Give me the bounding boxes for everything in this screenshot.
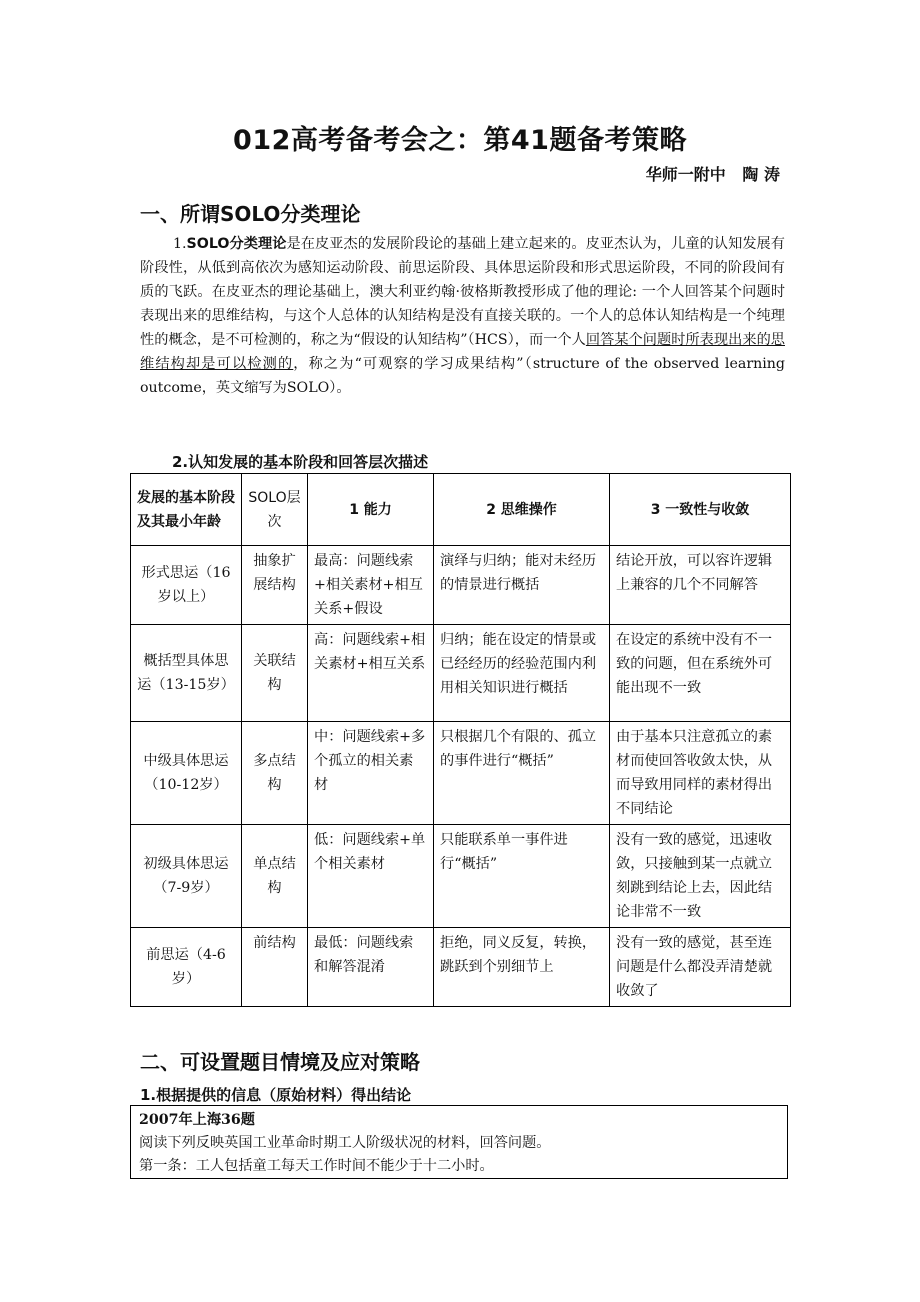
cell-stage: 中级具体思运（10-12岁） bbox=[131, 722, 242, 825]
cell-level: 前结构 bbox=[242, 928, 308, 1007]
solo-levels-table bbox=[130, 473, 791, 1007]
paragraph-text-a: 是在皮亚杰的发展阶段论的基础上建立起来的。皮亚杰认为，儿童的认知发展有阶段性，从低到高依次为感知运动阶段、前思运阶段、具体思运阶段和形式思运阶段，不同的阶段间有质的飞跃。在皮亚杰的理论基础上，澳大利亚约翰·彼格斯教授形成了他的理论 bbox=[140, 236, 785, 300]
underlined-text: 回答某个问题时所表现出来的思维结构却是可以检测的 bbox=[140, 332, 785, 372]
cell-stage: 形式思运（16岁以上） bbox=[131, 546, 242, 625]
cell-consistency: 在设定的系统中没有不一致的问题，但在系统外可能出现不一致 bbox=[610, 625, 791, 722]
cell-level: 多点结构 bbox=[242, 722, 308, 825]
cell-ability: 中：问题线索+多个孤立的相关素材 bbox=[308, 722, 434, 825]
cell-stage: 概括型具体思运（13-15岁） bbox=[131, 625, 242, 722]
section-2-heading: 二、可设置题目情境及应对策略 bbox=[140, 1050, 420, 1074]
cell-consistency: 由于基本只注意孤立的素材而使回答收敛太快，从而导致用同样的素材得出不同结论 bbox=[610, 722, 791, 825]
paragraph-text-c: ，称之为“可观察的学习成果结构”（structure of the observed learning outcome，英文缩写为SOLO）。 bbox=[140, 356, 785, 396]
paragraph-number: 1. bbox=[173, 236, 187, 252]
table-caption: 2.认知发展的基本阶段和回答层次描述 bbox=[172, 453, 429, 471]
cell-stage: 前思运（4-6岁） bbox=[131, 928, 242, 1007]
cell-level: 关联结构 bbox=[242, 625, 308, 722]
cell-ability: 低：问题线索+单个相关素材 bbox=[308, 825, 434, 928]
solo-term: SOLO分类理论 bbox=[186, 236, 287, 252]
cell-ability: 高：问题线索+相关素材+相互关系 bbox=[308, 625, 434, 722]
table-row bbox=[131, 722, 791, 825]
cell-stage: 初级具体思运（7-9岁） bbox=[131, 825, 242, 928]
table-row bbox=[131, 546, 791, 625]
header-consistency: 3 一致性与收敛 bbox=[610, 474, 791, 546]
cell-level: 抽象扩展结构 bbox=[242, 546, 308, 625]
cell-consistency: 结论开放，可以容许逻辑上兼容的几个不同解答 bbox=[610, 546, 791, 625]
author-line: 华师一附中 陶 涛 bbox=[645, 165, 780, 184]
header-ability: 1 能力 bbox=[308, 474, 434, 546]
cell-thinking: 只能联系单一事件进行“概括” bbox=[434, 825, 610, 928]
section-1-heading: 一、所谓SOLO分类理论 bbox=[140, 202, 361, 226]
cell-thinking: 演绎与归纳；能对未经历的情景进行概括 bbox=[434, 546, 610, 625]
cell-thinking: 拒绝，同义反复，转换，跳跃到个别细节上 bbox=[434, 928, 610, 1007]
paragraph-text-b: : 一个人回答某个问题时表现出来的思维结构，与这个人总体的认知结构是没有直接关联的。一个人的总体认知结构是一个纯理性的概念，是不可检测的，称之为“假设的认知结构”（HCS），而一个人 bbox=[140, 284, 786, 348]
cell-consistency: 没有一致的感觉，甚至连问题是什么都没弄清楚就收敛了 bbox=[610, 928, 791, 1007]
exam-question-box bbox=[130, 1105, 788, 1179]
cell-thinking: 只根据几个有限的、孤立的事件进行“概括” bbox=[434, 722, 610, 825]
table-row bbox=[131, 625, 791, 722]
question-title: 2007年上海36题 bbox=[139, 1112, 255, 1128]
table-row bbox=[131, 928, 791, 1007]
question-material-line: 第一条：工人包括童工每天工作时间不能少于十二小时。 bbox=[139, 1158, 494, 1174]
question-instruction: 阅读下列反映英国工业革命时期工人阶级状况的材料，回答问题。 bbox=[139, 1135, 551, 1151]
solo-theory-paragraph bbox=[140, 232, 785, 400]
cell-level: 单点结构 bbox=[242, 825, 308, 928]
header-stage: 发展的基本阶段及其最小年龄 bbox=[131, 474, 242, 546]
cell-ability: 最低：问题线索和解答混淆 bbox=[308, 928, 434, 1007]
table-row bbox=[131, 825, 791, 928]
section-2-subheading: 1.根据提供的信息（原始材料）得出结论 bbox=[140, 1086, 412, 1104]
cell-consistency: 没有一致的感觉，迅速收敛，只接触到某一点就立刻跳到结论上去，因此结论非常不一致 bbox=[610, 825, 791, 928]
header-thinking: 2 思维操作 bbox=[434, 474, 610, 546]
document-title: 012高考备考会之：第41题备考策略 bbox=[233, 125, 687, 156]
cell-thinking: 归纳；能在设定的情景或已经经历的经验范围内利用相关知识进行概括 bbox=[434, 625, 610, 722]
cell-ability: 最高：问题线索+相关素材+相互关系+假设 bbox=[308, 546, 434, 625]
header-solo-level: SOLO层次 bbox=[242, 474, 308, 546]
table-header-row bbox=[131, 474, 791, 546]
